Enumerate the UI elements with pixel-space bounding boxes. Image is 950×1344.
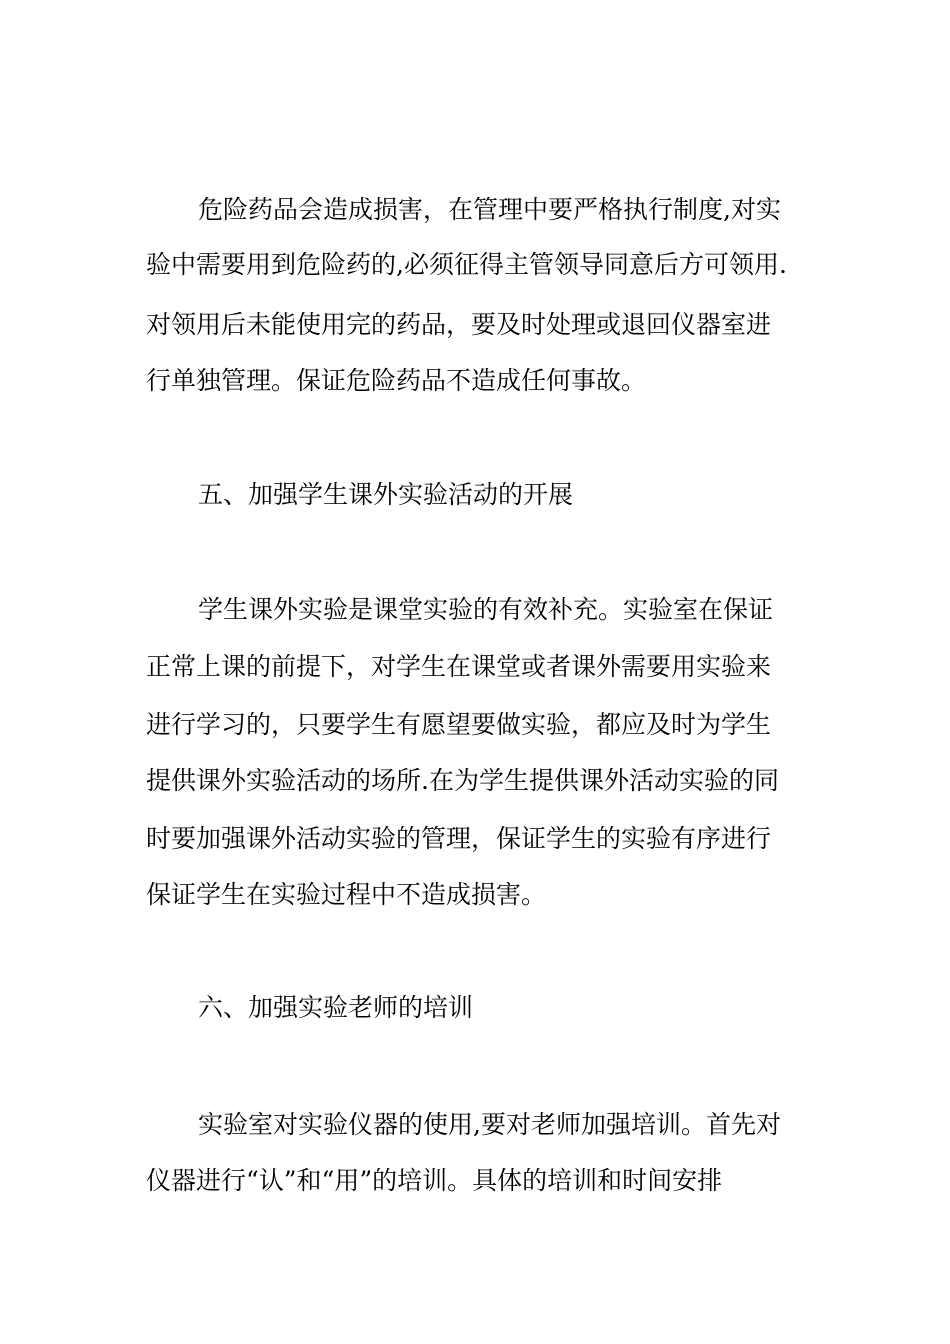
- paragraph-line: 仪器进行“认”和“用”的培训。具体的培训和时间安排: [146, 1166, 723, 1195]
- paragraph-line: 正常上课的前提下，对学生在课堂或者课外需要用实验来: [146, 652, 772, 681]
- paragraph-line: 学生课外实验是课堂实验的有效补充。实验室在保证: [198, 595, 774, 624]
- paragraph-line: 危险药品会造成损害，在管理中要严格执行制度,对实: [198, 195, 781, 224]
- section-heading: 五、加强学生课外实验活动的开展: [198, 480, 574, 509]
- section-heading: 六、加强实验老师的培训: [198, 993, 474, 1022]
- paragraph-line: 进行学习的，只要学生有愿望要做实验，都应及时为学生: [146, 710, 772, 739]
- paragraph-line: 保证学生在实验过程中不造成损害。: [146, 880, 547, 909]
- paragraph-line: 对领用后未能使用完的药品，要及时处理或退回仪器室进: [146, 310, 772, 339]
- paragraph-line: 实验室对实验仪器的使用,要对老师加强培训。首先对: [198, 1110, 781, 1139]
- paragraph-line: 提供课外实验活动的场所.在为学生提供课外活动实验的同: [146, 766, 779, 795]
- paragraph-line: 验中需要用到危险药的,必须征得主管领导同意后方可领用.: [146, 250, 787, 279]
- paragraph-line: 时要加强课外活动实验的管理，保证学生的实验有序进行: [146, 824, 772, 853]
- paragraph-line: 行单独管理。保证危险药品不造成任何事故。: [146, 366, 647, 395]
